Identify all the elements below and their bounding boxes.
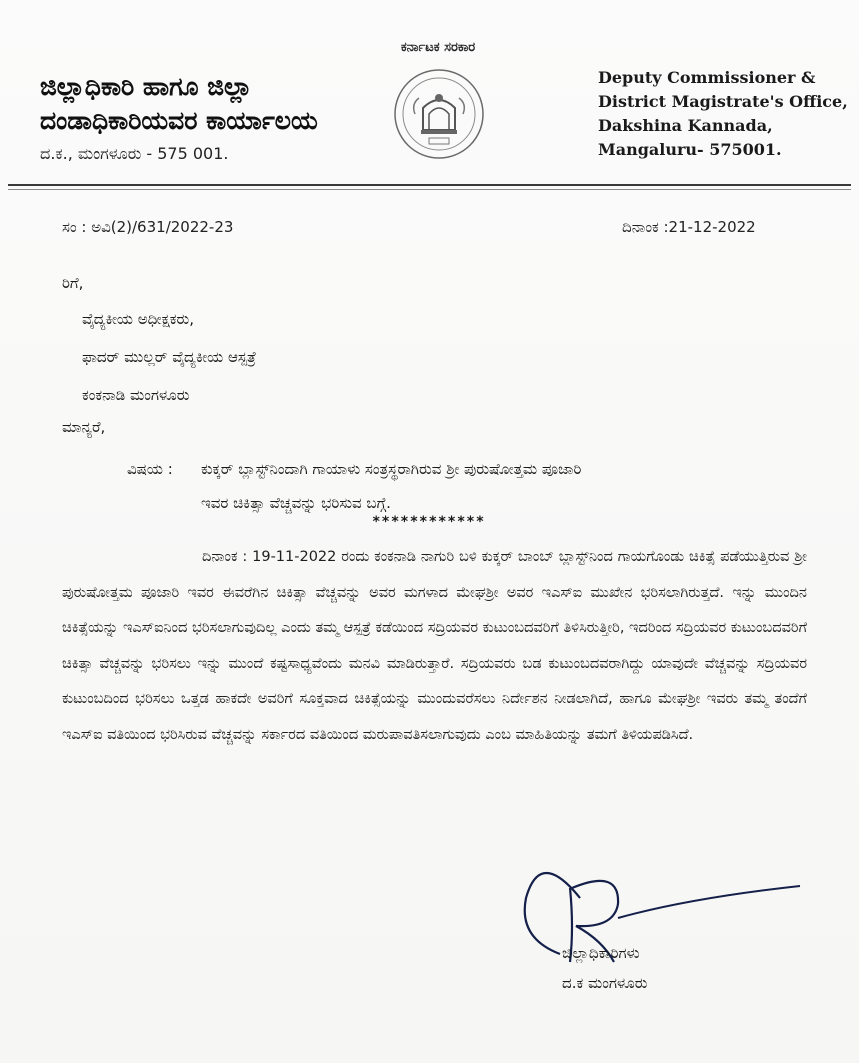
office-name-english <box>598 66 848 162</box>
recipient-to: ರಿಗೆ, <box>62 274 84 292</box>
office-name-kannada <box>40 70 370 164</box>
signatory-place: ದ.ಕ ಮಂಗಳೂರು <box>562 974 648 992</box>
signatory-title: ಜಿಲ್ಲಾಧಿಕಾರಿಗಳು <box>562 944 640 962</box>
office-name-line-2: ದಂಡಾಧಿಕಾರಿಯವರ ಕಾರ್ಯಾಲಯ <box>40 106 318 135</box>
recipient-line-3: ಕಂಕನಾಡಿ ಮಂಗಳೂರು <box>82 386 190 404</box>
subject-label: ವಿಷಯ : <box>127 460 173 478</box>
government-label: ಕರ್ನಾಟಕ ಸರಕಾರ <box>400 40 476 55</box>
header-divider-thin <box>8 189 851 190</box>
office-name-en-line-2: District Magistrate's Office, <box>598 92 848 111</box>
office-name-en-line-4: Mangaluru- 575001. <box>598 140 782 159</box>
office-name-en-line-3: Dakshina Kannada, <box>598 116 773 135</box>
letter-date: ದಿನಾಂಕ :21-12-2022 <box>622 218 756 236</box>
reference-number: ಸಂ : ಅವಿ(2)/631/2022-23 <box>62 218 234 236</box>
office-address-kannada: ದ.ಕ., ಮಂಗಳೂರು - 575 001. <box>40 144 229 163</box>
separator: ************ <box>372 514 486 530</box>
handwritten-signature-icon <box>510 858 810 978</box>
subject-line-1: ಕುಕ್ಕರ್ ಬ್ಲಾಸ್ಟ್‌ನಿಂದಾಗಿ ಗಾಯಾಳು ಸಂತ್ರಸ್ಥರಾಗಿರುವ ಶ್ರೀ ಪುರುಷೋತ್ತಮ ಪೂಜಾರಿ <box>201 460 582 478</box>
letter-body: ದಿನಾಂಕ : 19-11-2022 ರಂದು ಕಂಕನಾಡಿ ನಾಗುರಿ ಬಳಿ ಕುಕ್ಕರ್ ಬಾಂಬ್ ಬ್ಲಾಸ್ಟ್‌ನಿಂದ ಗಾಯಗೊಂಡು ಚಿಕಿತ್ಸೆ ಪಡೆಯುತ್ತಿರುವ ಶ್ರೀ ಪುರುಷೋತ್ತಮ ಪೂಜಾರಿ ಇವರ ಈವರೆಗಿನ ಚಿಕಿತ್ಸಾ ವೆಚ್ಚವನ್ನು ಅವರ ಮಗಳಾದ ಮೇಘಶ್ರೀ ಅವರ ಇಎಸ್ಐ ಮುಖೇನ ಭರಿಸಲಾಗಿರುತ್ತದೆ. ಇನ್ನು ಮುಂದಿನ ಚಿಕಿತ್ಸೆಯನ್ನು ಇಎಸ್ಐನಿಂದ ಭರಿಸಲಾಗುವುದಿಲ್ಲ ಎಂದು ತಮ್ಮ ಆಸ್ಪತ್ರೆ ಕಡೆಯಿಂದ ಸದ್ರಿಯವರ ಕುಟುಂಬದವರಿಗೆ ತಿಳಿಸಿರುತ್ತೀರಿ, ಇದರಿಂದ ಸದ್ರಿಯವರ ಕುಟುಂಬದವರಿಗೆ ಚಿಕಿತ್ಸಾ ವೆಚ್ಚವನ್ನು ಭರಿಸಲು ಇನ್ನು ಮುಂದೆ ಕಷ್ಟಸಾಧ್ಯವೆಂದು ಮನವಿ ಮಾಡಿರುತ್ತಾರೆ. ಸದ್ರಿಯವರು ಬಡ ಕುಟುಂಬದವರಾಗಿದ್ದು ಯಾವುದೇ ವೆಚ್ಚವನ್ನು ಸದ್ರಿಯವರ ಕುಟುಂಬದಿಂದ ಭರಿಸಲು ಒತ್ತಡ ಹಾಕದೇ ಅವರಿಗೆ ಸೂಕ್ತವಾದ ಚಿಕಿತ್ಸೆಯನ್ನು ಮುಂದುವರೆಸಲು ನಿರ್ದೇಶನ ನೀಡಲಾಗಿದೆ, ಹಾಗೂ ಮೇಘಶ್ರೀ ಇವರು ತಮ್ಮ ತಂದೆಗೆ ಇಎಸ್ಐ ವತಿಯಿಂದ ಭರಿಸಿರುವ ವೆಚ್ಚವನ್ನು ಸರ್ಕಾರದ ವತಿಯಿಂದ ಮರುಪಾವತಿಸಲಾಗುವುದು ಎಂಬ ಮಾಹಿತಿಯನ್ನು ತಮಗೆ ತಿಳಿಯಪಡಿಸಿದೆ. <box>62 549 807 743</box>
office-name-line-1: ಜಿಲ್ಲಾಧಿಕಾರಿ ಹಾಗೂ ಜಿಲ್ಲಾ <box>40 72 253 101</box>
subject-line-2: ಇವರ ಚಿಕಿತ್ಸಾ ವೆಚ್ಚವನ್ನು ಭರಿಸುವ ಬಗ್ಗೆ. <box>201 494 391 512</box>
office-name-en-line-1: Deputy Commissioner & <box>598 68 816 87</box>
karnataka-government-seal-icon <box>393 68 485 160</box>
recipient-line-1: ವೈದ್ಯಕೀಯ ಅಧೀಕ್ಷಕರು, <box>82 310 194 328</box>
recipient-address <box>82 300 256 414</box>
salutation: ಮಾನ್ಯರೆ, <box>62 418 106 436</box>
subject <box>127 452 807 520</box>
recipient-line-2: ಫಾದರ್ ಮುಲ್ಲರ್ ವೈದ್ಯಕೀಯ ಆಸ್ಪತ್ರೆ <box>82 348 257 366</box>
header-divider <box>8 184 851 186</box>
